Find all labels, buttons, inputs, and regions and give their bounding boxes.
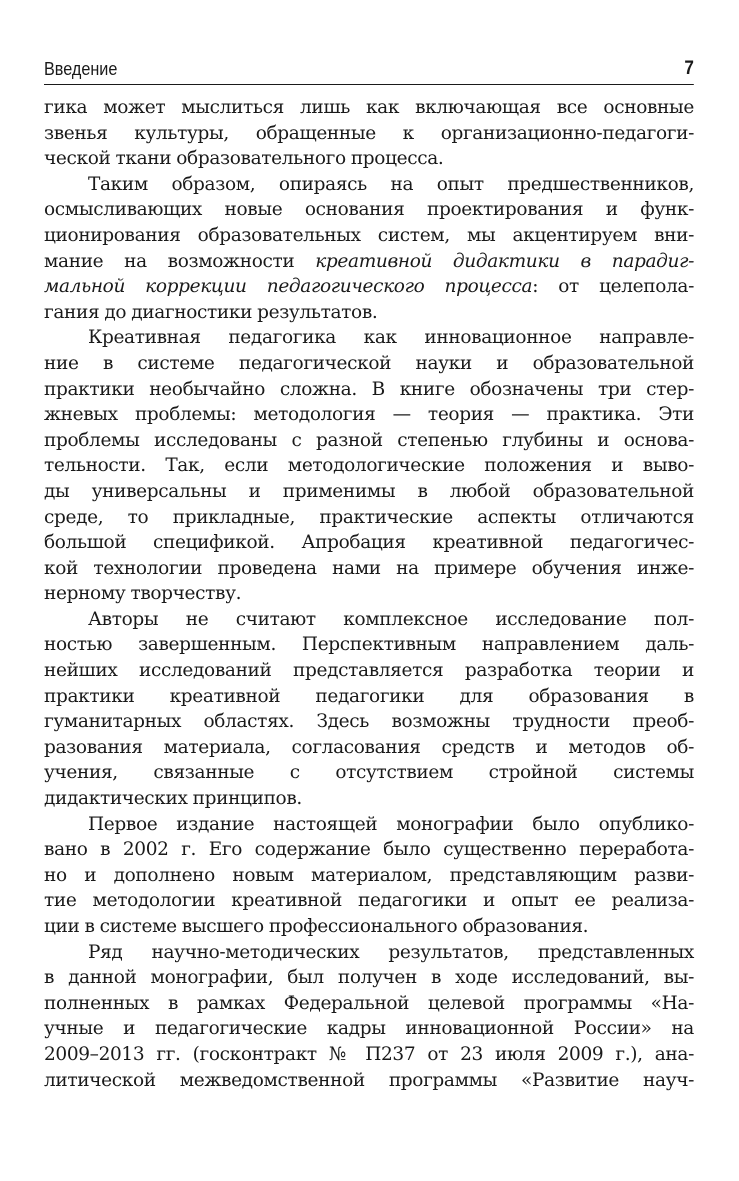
text-line: учные и педагогические кадры инновационной России» на — [44, 1018, 694, 1040]
text-line: Таким образом, опираясь на опыт предшественников, — [88, 173, 694, 195]
text-line: Первое издание настоящей монографии было опублико- — [88, 813, 694, 835]
text-line: литической межведомственной программы «Развитие науч- — [44, 1069, 694, 1091]
text-line: нейших исследований представляется разработка теории и — [44, 660, 694, 682]
text-line: большой спецификой. Апробация креативной педагогичес- — [44, 532, 694, 554]
text-line: осмысливающих новые основания проектирования и функ- — [44, 199, 694, 221]
page-number: 7 — [684, 58, 694, 79]
paragraph — [44, 95, 694, 172]
paragraph — [44, 812, 694, 940]
text-line: вано в 2002 г. Его содержание было существенно переработа- — [44, 839, 694, 861]
text-line: ностью завершенным. Перспективным направлением даль- — [44, 634, 694, 656]
text-line — [44, 249, 694, 275]
text-line: ды универсальны и применимы в любой образовательной — [44, 480, 694, 502]
text-line: ние в системе педагогической науки и образовательной — [44, 352, 694, 374]
text-line: Креативная педагогика как инновационное направле- — [88, 327, 694, 349]
text-line: кой технологии проведена нами на примере обучения инже- — [44, 557, 694, 579]
text-line: дидактических принципов. — [44, 788, 302, 810]
italic-phrase: мальной коррекции педагогического процесса — [44, 276, 533, 298]
running-head — [44, 58, 694, 85]
text-line: полненных в рамках Федеральной целевой программы «На- — [44, 992, 694, 1014]
text-line: учения, связанные с отсутствием стройной системы — [44, 762, 694, 784]
paragraph — [44, 172, 694, 326]
text-line: ческой ткани образовательного процесса. — [44, 148, 444, 170]
text-line: 2009–2013 гг. (госконтракт № П237 от 23 июля 2009 г.), ана- — [44, 1043, 694, 1065]
text-line: гания до диагностики результатов. — [44, 301, 378, 323]
text-line: практики необычайно сложна. В книге обозначены три стер- — [44, 378, 694, 400]
paragraph — [44, 607, 694, 812]
text-line: Ряд научно-методических результатов, представленных — [88, 941, 694, 963]
text-line: гика может мыслиться лишь как включающая все основные — [44, 97, 694, 118]
text-line: в данной монографии, был получен в ходе исследований, вы- — [44, 967, 694, 989]
section-title: Введение — [44, 59, 118, 79]
text-line: Авторы не считают комплексное исследование пол- — [88, 608, 694, 630]
text-line: звенья культуры, обращенные к организационно-педагоги- — [44, 122, 694, 144]
paragraph — [44, 940, 694, 1094]
text-line: разования материала, согласования средств и методов об- — [44, 736, 694, 758]
text-line: ционирования образовательных систем, мы акцентируем вни- — [44, 224, 694, 246]
paragraph — [44, 325, 694, 607]
text-run: мание на возможности — [44, 250, 316, 272]
text-line: но и дополнено новым материалом, представляющим разви- — [44, 864, 694, 886]
text-line: тие методологии креативной педагогики и опыт ее реализа- — [44, 890, 694, 912]
text-line: жневых проблемы: методология — теория — практика. Эти — [44, 404, 694, 426]
text-line — [44, 274, 694, 300]
text-line: нерному творчеству. — [44, 583, 242, 605]
text-line: среде, то прикладные, практические аспекты отличаются — [44, 506, 694, 528]
body-text — [44, 95, 694, 1093]
book-page — [44, 58, 694, 1093]
italic-phrase: креативной дидактики в парадиг- — [315, 250, 695, 272]
text-line: практики креативной педагогики для образования в — [44, 685, 694, 707]
text-line: проблемы исследованы с разной степенью глубины и основа- — [44, 429, 694, 451]
text-run: : от целепола- — [532, 276, 694, 298]
text-line: тельности. Так, если методологические положения и выво- — [44, 455, 694, 477]
text-line: ции в системе высшего профессионального образования. — [44, 916, 589, 937]
text-line: гуманитарных областях. Здесь возможны трудности преоб- — [44, 711, 694, 733]
